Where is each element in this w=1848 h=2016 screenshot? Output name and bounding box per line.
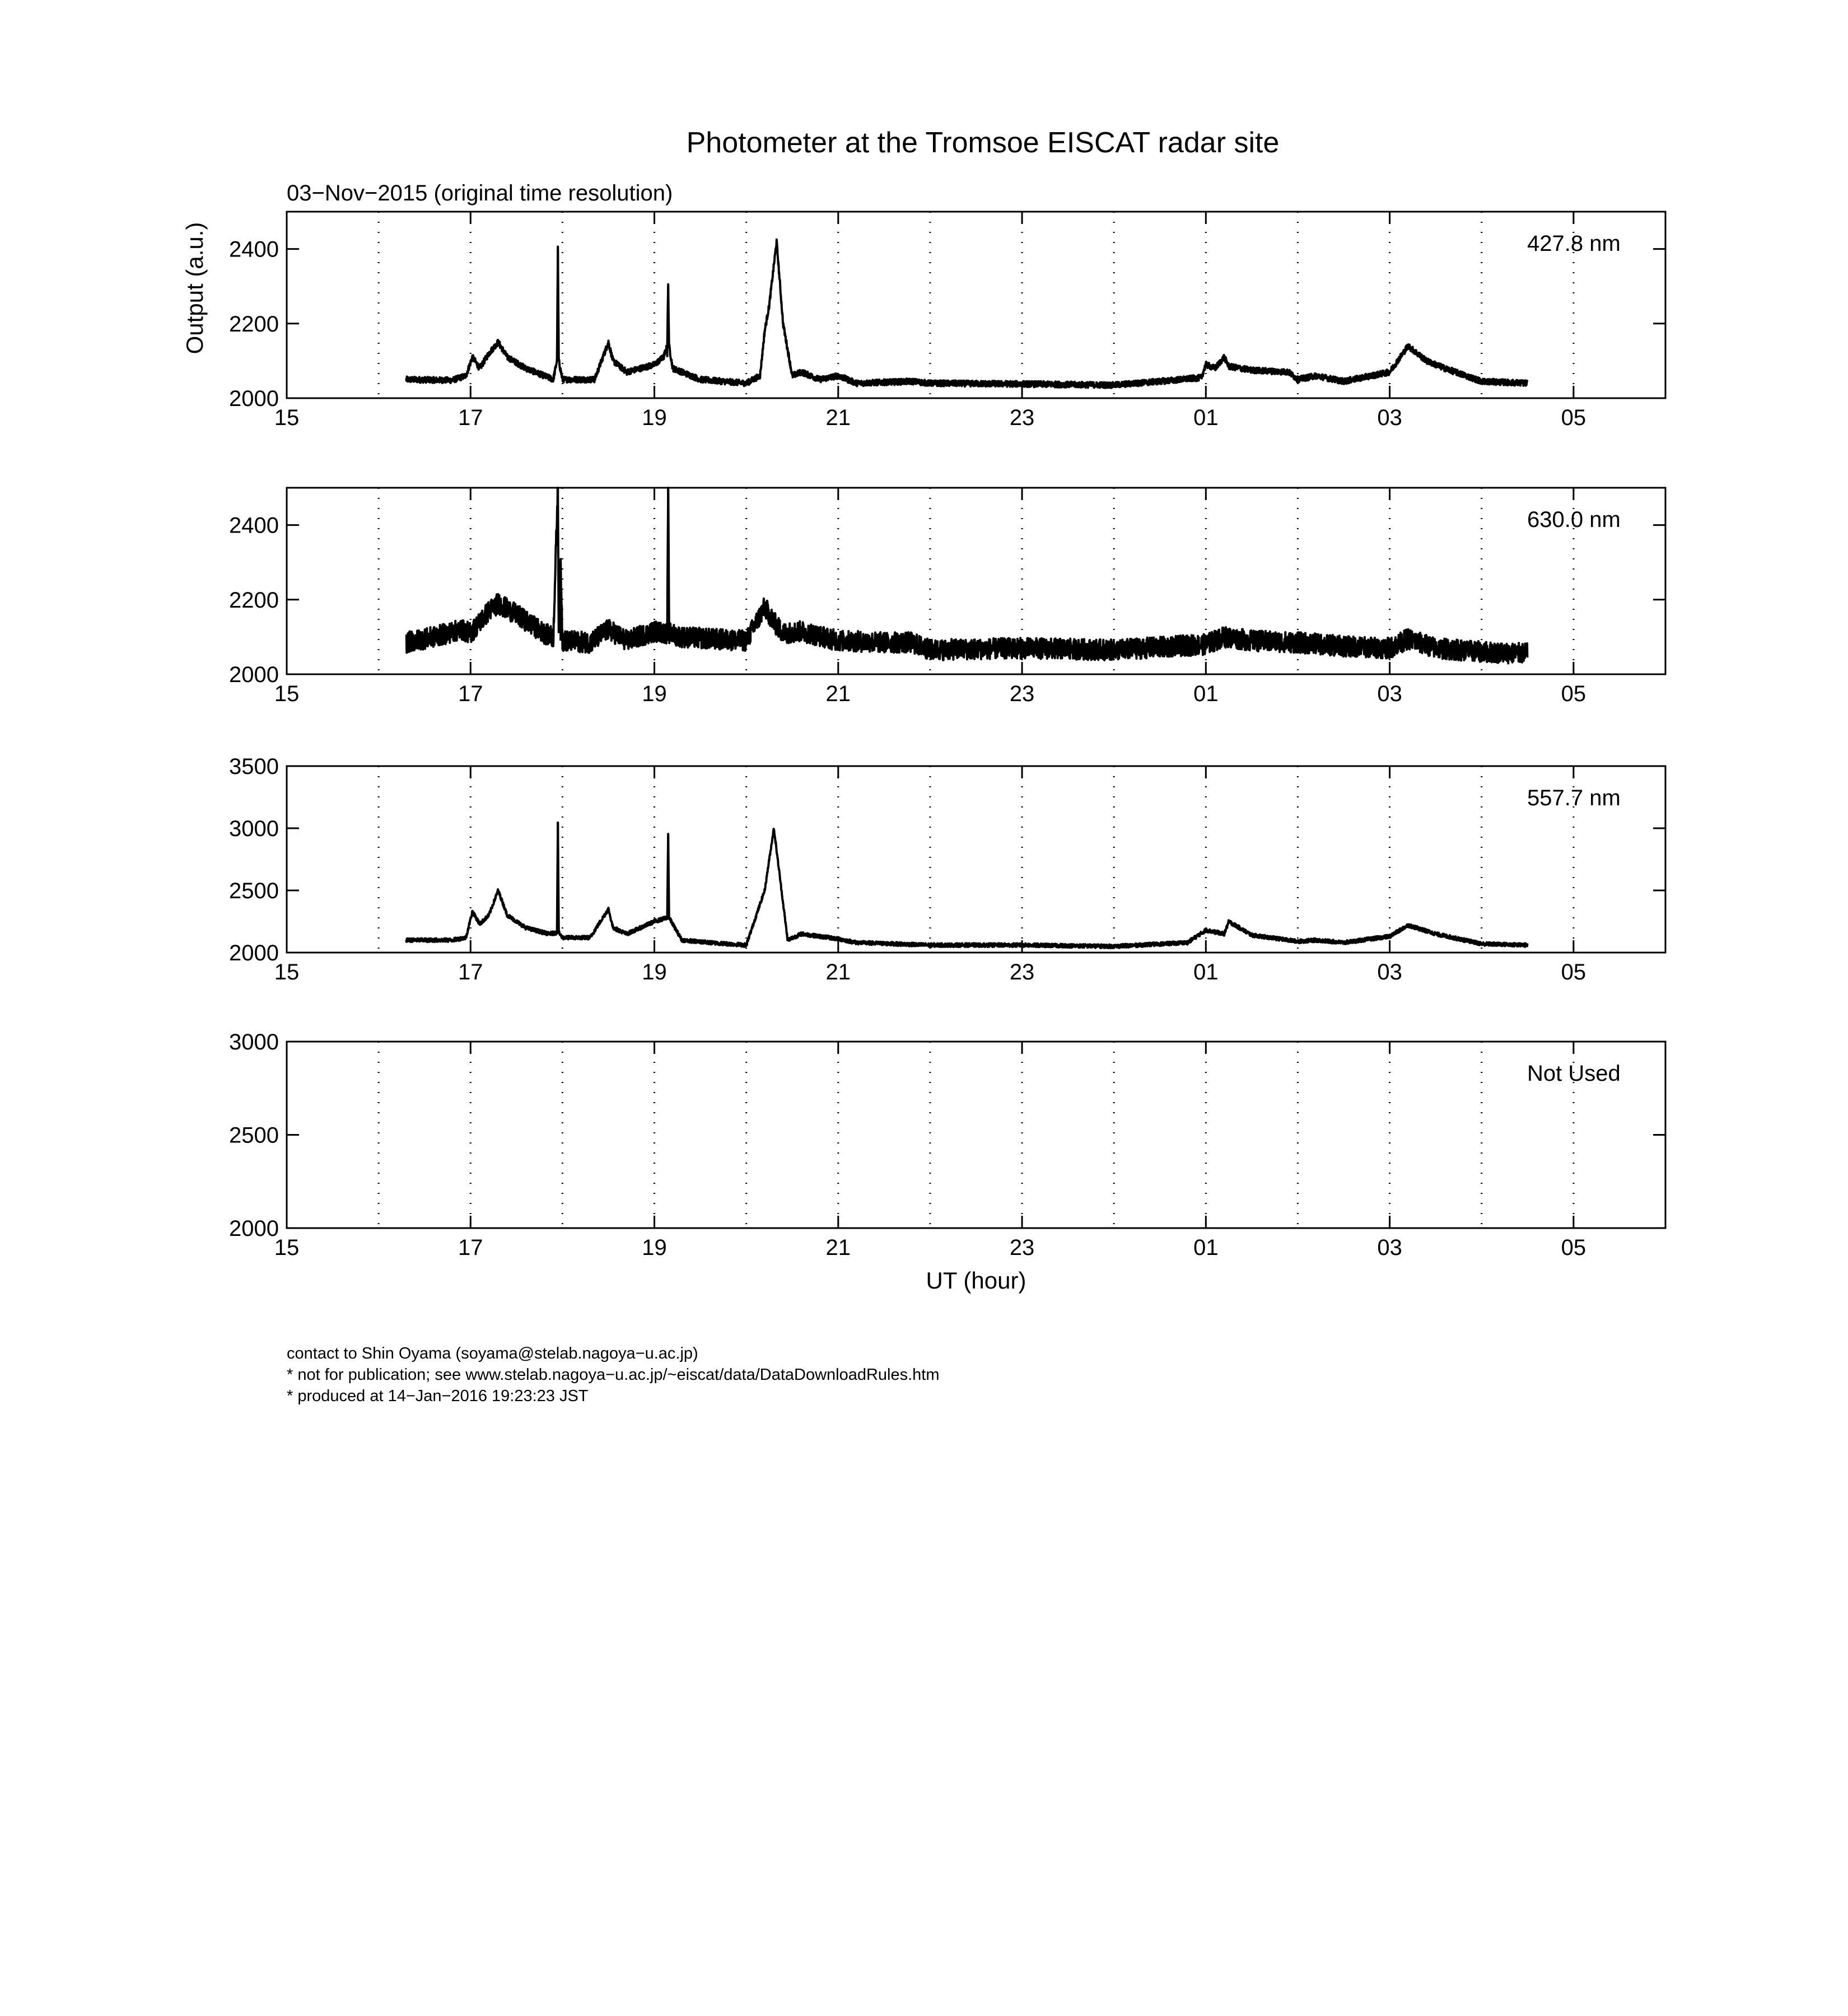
ytick-label: 2200	[229, 587, 279, 613]
xtick-label: 03	[1377, 1235, 1402, 1260]
y-axis-label: Output (a.u.)	[181, 222, 208, 354]
series-line	[406, 240, 1527, 388]
xtick-label: 21	[825, 682, 851, 706]
xtick-label: 17	[458, 960, 483, 984]
xtick-label: 23	[1009, 405, 1035, 430]
ytick-label: 3000	[229, 1030, 279, 1054]
series-line	[406, 823, 1527, 948]
chart-title: Photometer at the Tromsoe EISCAT radar site	[686, 127, 1280, 159]
panel-1	[181, 212, 1665, 430]
ytick-label: 2000	[229, 386, 279, 411]
xtick-label: 23	[1009, 1235, 1035, 1260]
panel-3	[229, 754, 1665, 984]
xtick-label: 21	[825, 1235, 851, 1260]
panel-4	[229, 1030, 1665, 1294]
xtick-label: 05	[1561, 405, 1586, 430]
footer-notice: * not for publication; see www.stelab.nagoya−u.ac.jp/~eiscat/data/DataDownloadRules.htm	[287, 1366, 940, 1384]
footer-contact: contact to Shin Oyama (soyama@stelab.nagoya−u.ac.jp)	[287, 1345, 698, 1362]
footer-notes	[287, 1343, 940, 1407]
xtick-label: 21	[825, 405, 851, 430]
panel-2	[229, 488, 1665, 706]
xtick-label: 21	[825, 960, 851, 984]
xtick-label: 15	[274, 960, 300, 984]
xtick-label: 17	[458, 1235, 483, 1260]
x-axis-label: UT (hour)	[926, 1267, 1026, 1294]
ytick-label: 2000	[229, 662, 279, 687]
ytick-label: 3000	[229, 816, 279, 841]
panel-label: 557.7 nm	[1527, 786, 1621, 810]
axes-box	[287, 766, 1665, 953]
xtick-label: 15	[274, 405, 300, 430]
panel-label: 630.0 nm	[1527, 507, 1621, 532]
footer-produced: * produced at 14−Jan−2016 19:23:23 JST	[287, 1387, 589, 1405]
xtick-label: 01	[1193, 1235, 1219, 1260]
xtick-label: 17	[458, 682, 483, 706]
xtick-label: 03	[1377, 960, 1402, 984]
axes-box	[287, 212, 1665, 398]
ytick-label: 2000	[229, 941, 279, 965]
xtick-label: 05	[1561, 682, 1586, 706]
xtick-label: 23	[1009, 682, 1035, 706]
panel-label: 427.8 nm	[1527, 231, 1621, 256]
xtick-label: 15	[274, 1235, 300, 1260]
xtick-label: 19	[642, 1235, 667, 1260]
ytick-label: 2500	[229, 1123, 279, 1148]
chart-subtitle: 03−Nov−2015 (original time resolution)	[287, 181, 673, 206]
xtick-label: 01	[1193, 682, 1219, 706]
xtick-label: 15	[274, 682, 300, 706]
xtick-label: 23	[1009, 960, 1035, 984]
xtick-label: 03	[1377, 682, 1402, 706]
panels	[181, 212, 1665, 1294]
ytick-label: 2400	[229, 513, 279, 538]
series-line	[406, 488, 1527, 664]
ytick-label: 2200	[229, 311, 279, 337]
xtick-label: 01	[1193, 405, 1219, 430]
xtick-label: 01	[1193, 960, 1219, 984]
xtick-label: 05	[1561, 960, 1586, 984]
xtick-label: 17	[458, 405, 483, 430]
xtick-label: 19	[642, 960, 667, 984]
axes-box	[287, 1042, 1665, 1228]
ytick-label: 2400	[229, 237, 279, 262]
xtick-label: 05	[1561, 1235, 1586, 1260]
xtick-label: 19	[642, 405, 667, 430]
panel-label: Not Used	[1527, 1061, 1621, 1086]
ytick-label: 3500	[229, 754, 279, 779]
xtick-label: 03	[1377, 405, 1402, 430]
ytick-label: 2000	[229, 1216, 279, 1241]
xtick-label: 19	[642, 682, 667, 706]
ytick-label: 2500	[229, 879, 279, 903]
